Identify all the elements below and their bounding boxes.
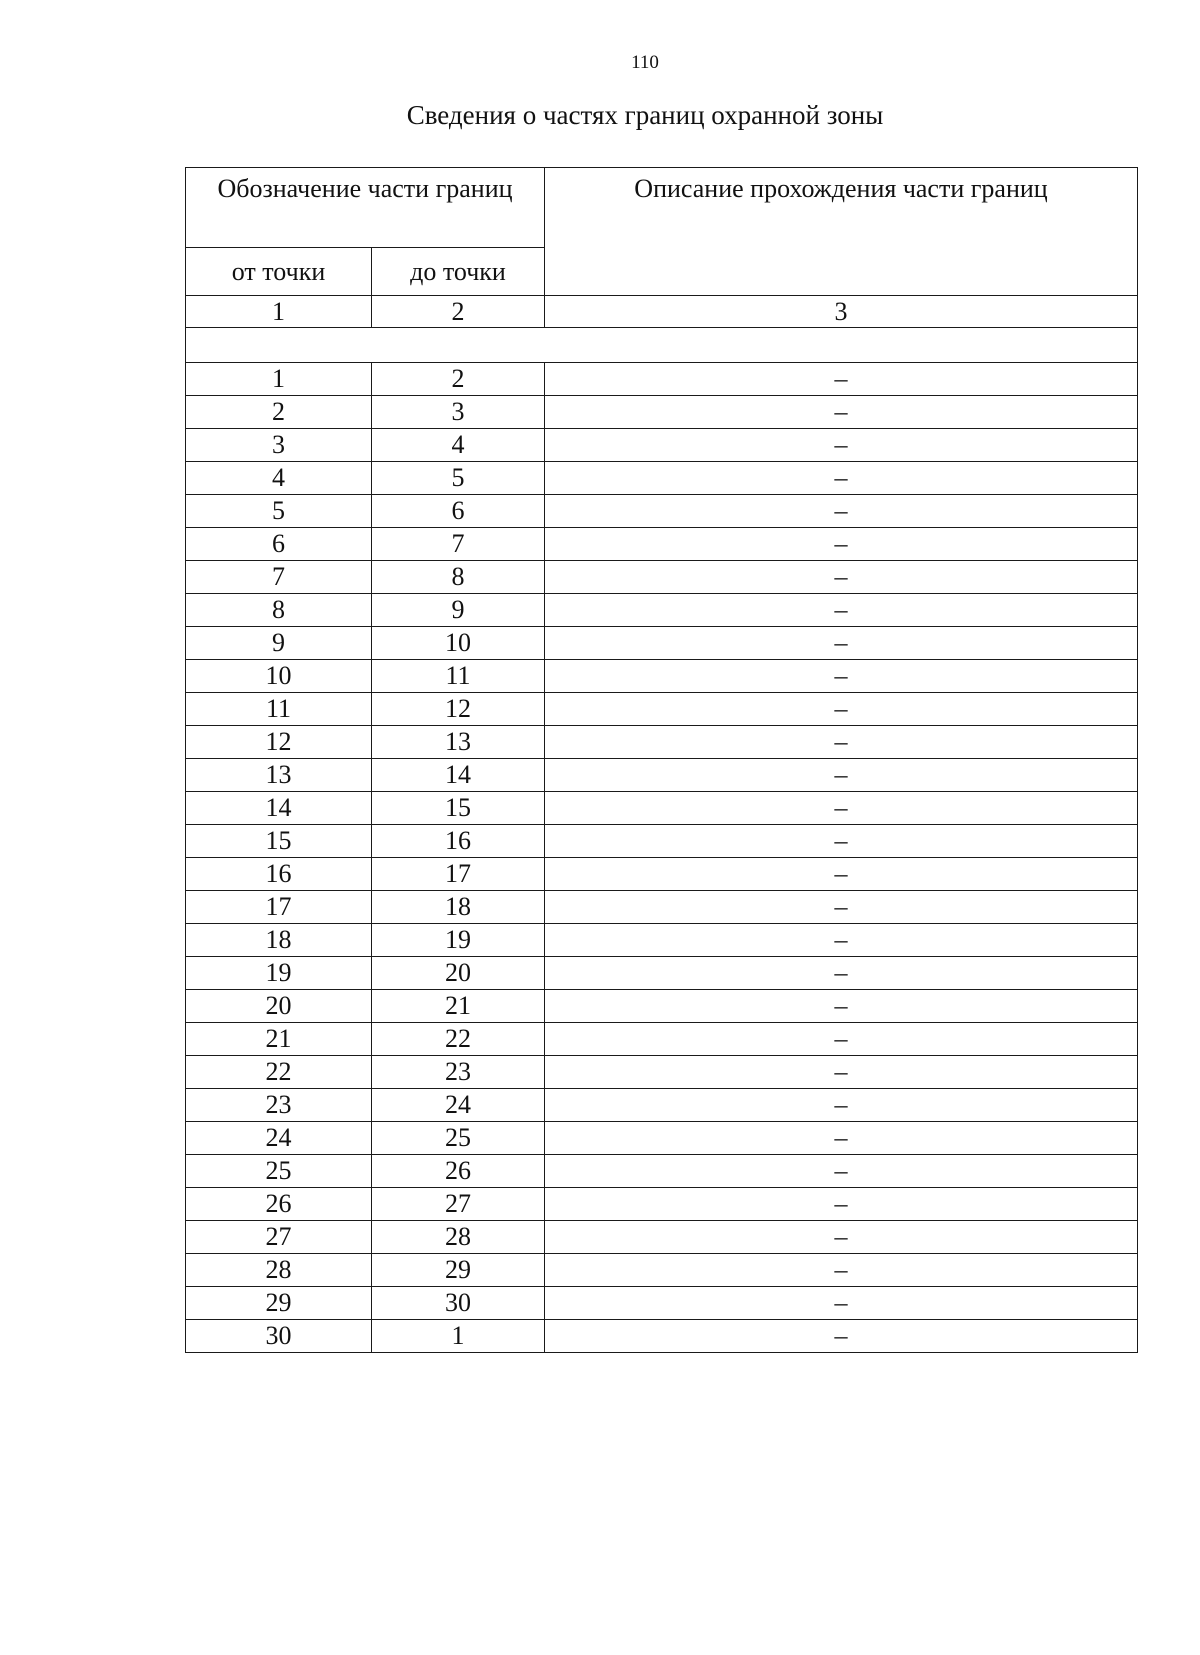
- table-header-row: [186, 168, 1138, 248]
- to-point-cell: 12: [372, 693, 545, 726]
- to-point-cell: 25: [372, 1122, 545, 1155]
- description-cell: –: [545, 1254, 1138, 1287]
- column-number: 1: [186, 296, 372, 328]
- to-point-cell: 29: [372, 1254, 545, 1287]
- header-boundary-designation: Обозначение части границ: [186, 168, 545, 248]
- from-point-cell: 3: [186, 429, 372, 462]
- table-row: [186, 858, 1138, 891]
- to-point-cell: 6: [372, 495, 545, 528]
- table-row: [186, 891, 1138, 924]
- to-point-cell: 20: [372, 957, 545, 990]
- table-row: [186, 561, 1138, 594]
- from-point-cell: 26: [186, 1188, 372, 1221]
- table-row: [186, 957, 1138, 990]
- description-cell: –: [545, 891, 1138, 924]
- table-row: [186, 1287, 1138, 1320]
- table-row: [186, 759, 1138, 792]
- table-row: [186, 594, 1138, 627]
- to-point-cell: 9: [372, 594, 545, 627]
- to-point-cell: 8: [372, 561, 545, 594]
- from-point-cell: 9: [186, 627, 372, 660]
- table-row: [186, 1320, 1138, 1353]
- from-point-cell: 10: [186, 660, 372, 693]
- from-point-cell: 27: [186, 1221, 372, 1254]
- to-point-cell: 5: [372, 462, 545, 495]
- table-row: [186, 990, 1138, 1023]
- header-to-point: до точки: [372, 248, 545, 296]
- table-row: [186, 825, 1138, 858]
- from-point-cell: 21: [186, 1023, 372, 1056]
- description-cell: –: [545, 759, 1138, 792]
- to-point-cell: 24: [372, 1089, 545, 1122]
- table-row: [186, 1122, 1138, 1155]
- description-cell: –: [545, 1188, 1138, 1221]
- table-row: [186, 660, 1138, 693]
- description-cell: –: [545, 726, 1138, 759]
- table-row: [186, 1155, 1138, 1188]
- from-point-cell: 25: [186, 1155, 372, 1188]
- boundary-parts-table: [185, 167, 1138, 1353]
- table-row: [186, 528, 1138, 561]
- table-row: [186, 1023, 1138, 1056]
- description-cell: –: [545, 1221, 1138, 1254]
- from-point-cell: 2: [186, 396, 372, 429]
- description-cell: –: [545, 1089, 1138, 1122]
- table-row: [186, 627, 1138, 660]
- blank-section-row: [186, 328, 1138, 363]
- table-row: [186, 792, 1138, 825]
- description-cell: –: [545, 1122, 1138, 1155]
- column-numbers-row: [186, 296, 1138, 328]
- from-point-cell: 15: [186, 825, 372, 858]
- to-point-cell: 14: [372, 759, 545, 792]
- description-cell: –: [545, 627, 1138, 660]
- table-row: [186, 495, 1138, 528]
- blank-section-cell: [186, 328, 1138, 363]
- table-row: [186, 1188, 1138, 1221]
- table-row: [186, 726, 1138, 759]
- description-cell: –: [545, 561, 1138, 594]
- table-row: [186, 1254, 1138, 1287]
- to-point-cell: 19: [372, 924, 545, 957]
- to-point-cell: 4: [372, 429, 545, 462]
- description-cell: –: [545, 495, 1138, 528]
- description-cell: –: [545, 363, 1138, 396]
- to-point-cell: 26: [372, 1155, 545, 1188]
- from-point-cell: 12: [186, 726, 372, 759]
- table-row: [186, 396, 1138, 429]
- from-point-cell: 24: [186, 1122, 372, 1155]
- description-cell: –: [545, 1023, 1138, 1056]
- from-point-cell: 23: [186, 1089, 372, 1122]
- to-point-cell: 18: [372, 891, 545, 924]
- from-point-cell: 8: [186, 594, 372, 627]
- from-point-cell: 20: [186, 990, 372, 1023]
- description-cell: –: [545, 858, 1138, 891]
- to-point-cell: 10: [372, 627, 545, 660]
- from-point-cell: 28: [186, 1254, 372, 1287]
- from-point-cell: 11: [186, 693, 372, 726]
- from-point-cell: 13: [186, 759, 372, 792]
- page-title: Сведения о частях границ охранной зоны: [406, 100, 884, 130]
- to-point-cell: 11: [372, 660, 545, 693]
- description-cell: –: [545, 660, 1138, 693]
- to-point-cell: 28: [372, 1221, 545, 1254]
- from-point-cell: 16: [186, 858, 372, 891]
- description-cell: –: [545, 429, 1138, 462]
- table-row: [186, 1089, 1138, 1122]
- from-point-cell: 29: [186, 1287, 372, 1320]
- to-point-cell: 16: [372, 825, 545, 858]
- description-cell: –: [545, 396, 1138, 429]
- from-point-cell: 17: [186, 891, 372, 924]
- description-cell: –: [545, 924, 1138, 957]
- description-cell: –: [545, 528, 1138, 561]
- description-cell: –: [545, 594, 1138, 627]
- description-cell: –: [545, 825, 1138, 858]
- column-number: 3: [545, 296, 1138, 328]
- to-point-cell: 30: [372, 1287, 545, 1320]
- from-point-cell: 5: [186, 495, 372, 528]
- table-row: [186, 1056, 1138, 1089]
- to-point-cell: 2: [372, 363, 545, 396]
- to-point-cell: 27: [372, 1188, 545, 1221]
- to-point-cell: 21: [372, 990, 545, 1023]
- page-number: 110: [631, 52, 659, 73]
- table-row: [186, 363, 1138, 396]
- description-cell: –: [545, 462, 1138, 495]
- table-row: [186, 429, 1138, 462]
- column-number: 2: [372, 296, 545, 328]
- from-point-cell: 18: [186, 924, 372, 957]
- description-cell: –: [545, 1287, 1138, 1320]
- table-row: [186, 693, 1138, 726]
- from-point-cell: 7: [186, 561, 372, 594]
- description-cell: –: [545, 1320, 1138, 1353]
- to-point-cell: 1: [372, 1320, 545, 1353]
- description-cell: –: [545, 693, 1138, 726]
- table-row: [186, 1221, 1138, 1254]
- to-point-cell: 17: [372, 858, 545, 891]
- to-point-cell: 7: [372, 528, 545, 561]
- from-point-cell: 14: [186, 792, 372, 825]
- from-point-cell: 1: [186, 363, 372, 396]
- from-point-cell: 22: [186, 1056, 372, 1089]
- table-row: [186, 924, 1138, 957]
- table-row: [186, 462, 1138, 495]
- from-point-cell: 4: [186, 462, 372, 495]
- description-cell: –: [545, 1056, 1138, 1089]
- from-point-cell: 30: [186, 1320, 372, 1353]
- to-point-cell: 3: [372, 396, 545, 429]
- description-cell: –: [545, 990, 1138, 1023]
- from-point-cell: 6: [186, 528, 372, 561]
- to-point-cell: 13: [372, 726, 545, 759]
- description-cell: –: [545, 792, 1138, 825]
- to-point-cell: 22: [372, 1023, 545, 1056]
- description-cell: –: [545, 1155, 1138, 1188]
- header-from-point: от точки: [186, 248, 372, 296]
- to-point-cell: 23: [372, 1056, 545, 1089]
- from-point-cell: 19: [186, 957, 372, 990]
- header-boundary-description: Описание прохождения части границ: [545, 168, 1138, 296]
- to-point-cell: 15: [372, 792, 545, 825]
- description-cell: –: [545, 957, 1138, 990]
